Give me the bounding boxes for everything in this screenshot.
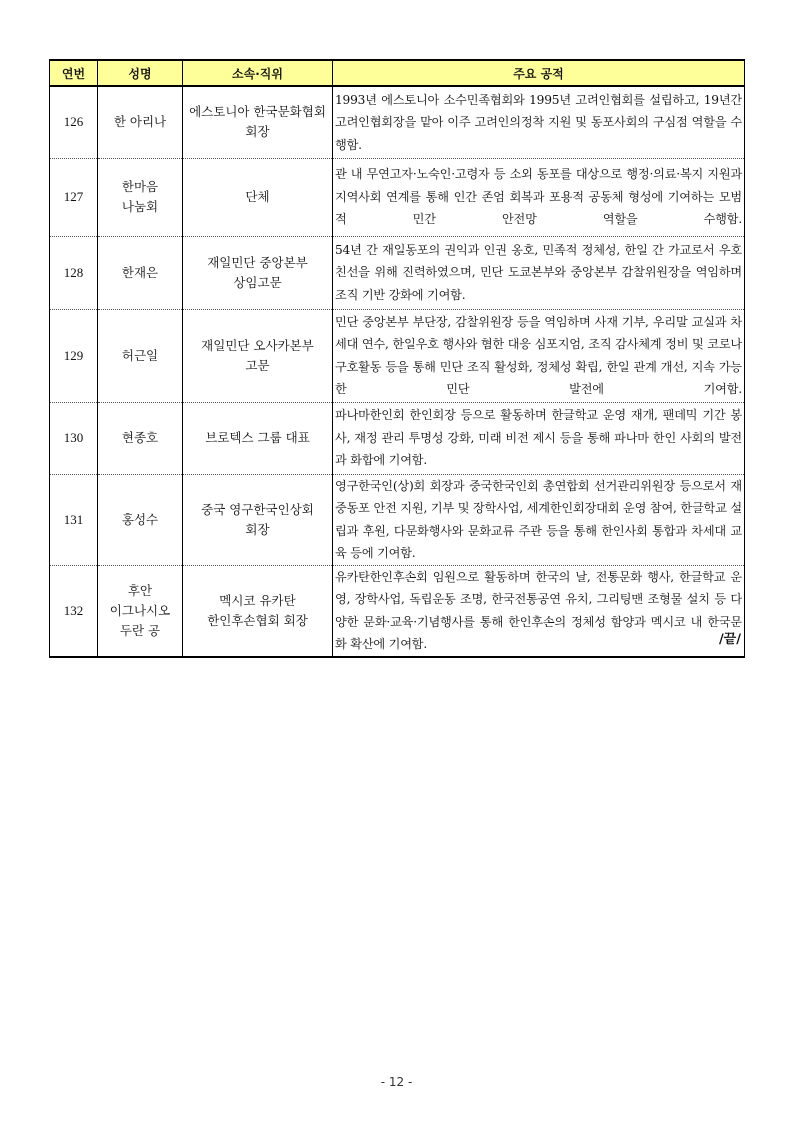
- row-affiliation: 재일민단 중앙본부 상임고문: [183, 236, 333, 309]
- row-achievement: 54년 간 재일동포의 권익과 인권 옹호, 민족적 정체성, 한일 간 가교로서 우호 친선을 위해 진력하였으며, 민단 도쿄본부와 중앙본부 감찰위원장을 역임하며 조직 기반 강화에 기여함.: [333, 236, 745, 309]
- row-affiliation: 에스토니아 한국문화협회 회장: [183, 86, 333, 158]
- header-no: 연번: [50, 60, 98, 86]
- row-achievement: 관 내 무연고자·노숙인·고령자 등 소외 동포를 대상으로 행정·의료·복지 지원과 지역사회 연계를 통해 인간 존엄 회복과 포용적 공동체 형성에 기여하는 모범적 민간 안전망 역할을 수행함.: [333, 158, 745, 236]
- table-row: [50, 158, 745, 236]
- header-name: 성명: [98, 60, 183, 86]
- header-affiliation: 소속·직위: [183, 60, 333, 86]
- row-name: 후안 이그나시오 두란 공: [98, 565, 183, 657]
- row-no: 126: [50, 86, 98, 158]
- row-achievement: 민단 중앙본부 부단장, 감찰위원장 등을 역임하며 사재 기부, 우리말 교실과 차세대 연수, 한일우호 행사와 혐한 대응 심포지엄, 조직 감사체계 정비 및 코로나 구호활동 등을 통해 민단 조직 활성화, 정체성 확립, 한일 관계 개선, 지속 가능한 민단 발전에 기여함.: [333, 309, 745, 402]
- row-no: 130: [50, 402, 98, 474]
- row-achievement: 영구한국인(상)회 회장과 중국한국인회 총연합회 선거관리위원장 등으로서 재중동포 안전 지원, 기부 및 장학사업, 세계한인회장대회 운영 참여, 한글학교 설립과 후원, 다문화행사와 문화교류 주관 등을 통해 한인사회 통합과 차세대 교육 등에 기여함.: [333, 474, 745, 565]
- header-achievement: 주요 공적: [333, 60, 745, 86]
- row-name: 한마음 나눔회: [98, 158, 183, 236]
- row-affiliation: 멕시코 유카탄 한인후손협회 회장: [183, 565, 333, 657]
- table-row: [50, 474, 745, 565]
- row-no: 129: [50, 309, 98, 402]
- row-achievement: 1993년 에스토니아 소수민족협회와 1995년 고려인협회를 설립하고, 19년간 고려인협회장을 맡아 이주 고려인의정착 지원 및 동포사회의 구심점 역할을 수행함.: [333, 86, 745, 158]
- row-achievement: 파나마한인회 한인회장 등으로 활동하며 한글학교 운영 재개, 팬데믹 기간 봉사, 재정 관리 투명성 강화, 미래 비전 제시 등을 통해 파나마 한인 사회의 발전과 화합에 기여함.: [333, 402, 745, 474]
- row-affiliation: 중국 영구한국인상회 회장: [183, 474, 333, 565]
- row-name: 홍성수: [98, 474, 183, 565]
- table-row: [50, 309, 745, 402]
- table-row: [50, 236, 745, 309]
- row-no: 132: [50, 565, 98, 657]
- row-name: 한재은: [98, 236, 183, 309]
- row-no: 131: [50, 474, 98, 565]
- page-number: - 12 -: [380, 1075, 413, 1089]
- row-name: 현종호: [98, 402, 183, 474]
- table-row: [50, 402, 745, 474]
- row-achievement: 유카탄한인후손회 임원으로 활동하며 한국의 날, 전통문화 행사, 한글학교 운영, 장학사업, 독립운동 조명, 한국전통공연 유치, 그리팅맨 조형물 설치 등 다양한 문화·교육·기념행사를 통해 한인후손의 정체성 함양과 멕시코 내 한국문화 확산에 기여함.: [333, 565, 745, 657]
- row-affiliation: 단체: [183, 158, 333, 236]
- row-no: 127: [50, 158, 98, 236]
- header-row: [50, 60, 745, 86]
- end-mark: /끝/: [718, 632, 741, 647]
- table-row: [50, 86, 745, 158]
- row-affiliation: 브로텍스 그룹 대표: [183, 402, 333, 474]
- awards-table: [49, 59, 745, 658]
- row-name: 한 아리나: [98, 86, 183, 158]
- row-name: 허근일: [98, 309, 183, 402]
- row-no: 128: [50, 236, 98, 309]
- table-row: [50, 565, 745, 657]
- row-affiliation: 재일민단 오사카본부 고문: [183, 309, 333, 402]
